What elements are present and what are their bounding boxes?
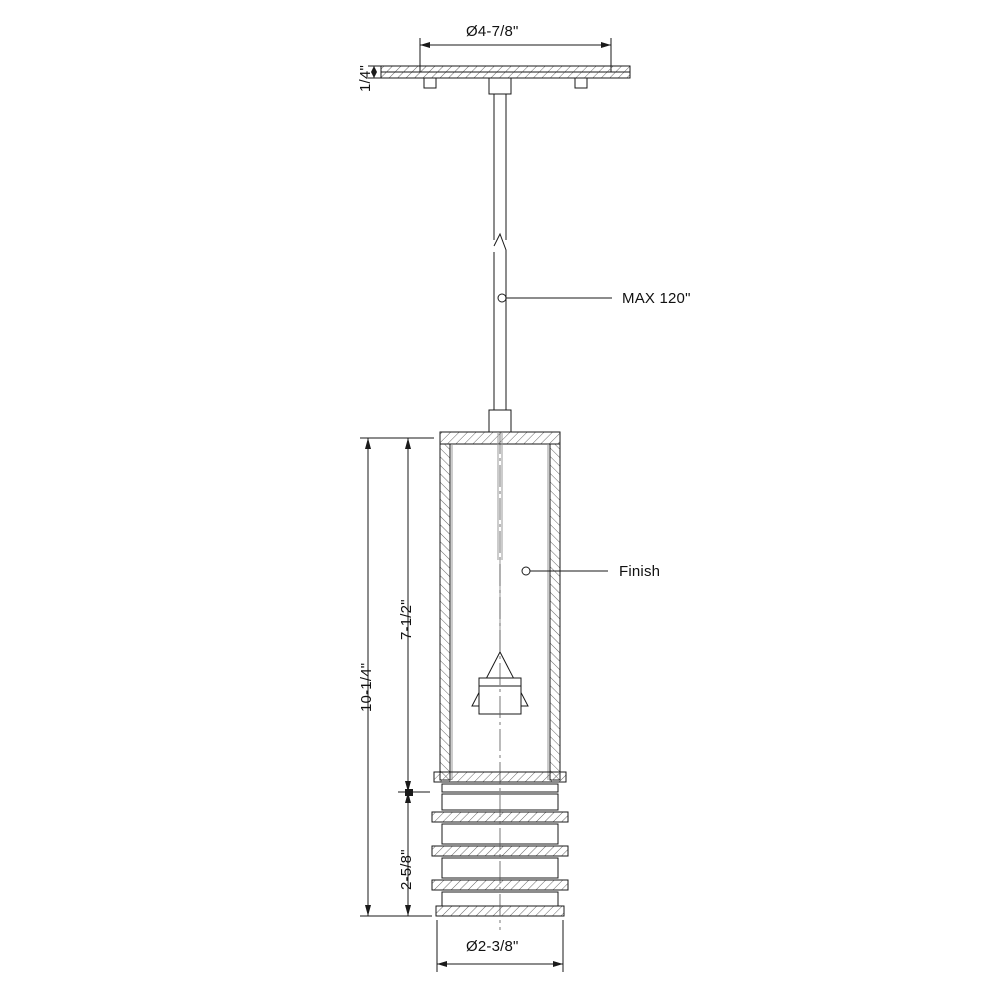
dim-label-canopy-diameter: Ø4-7/8" bbox=[466, 23, 519, 40]
callout-finish bbox=[522, 567, 608, 575]
dim-label-canopy-height: 1/4" bbox=[357, 65, 374, 92]
dim-label-shade-height: 7-1/2" bbox=[398, 599, 415, 640]
callout-label-finish: Finish bbox=[619, 563, 661, 580]
canopy bbox=[381, 66, 630, 94]
callout-max-drop bbox=[498, 294, 612, 302]
dim-label-louver-height: 2-5/8" bbox=[398, 849, 415, 890]
down-rod bbox=[489, 94, 511, 432]
dim-label-overall-height: 10-1/4" bbox=[358, 662, 375, 712]
dim-label-shade-diameter: Ø2-3/8" bbox=[466, 938, 519, 955]
callout-label-max-drop: MAX 120" bbox=[622, 290, 691, 307]
